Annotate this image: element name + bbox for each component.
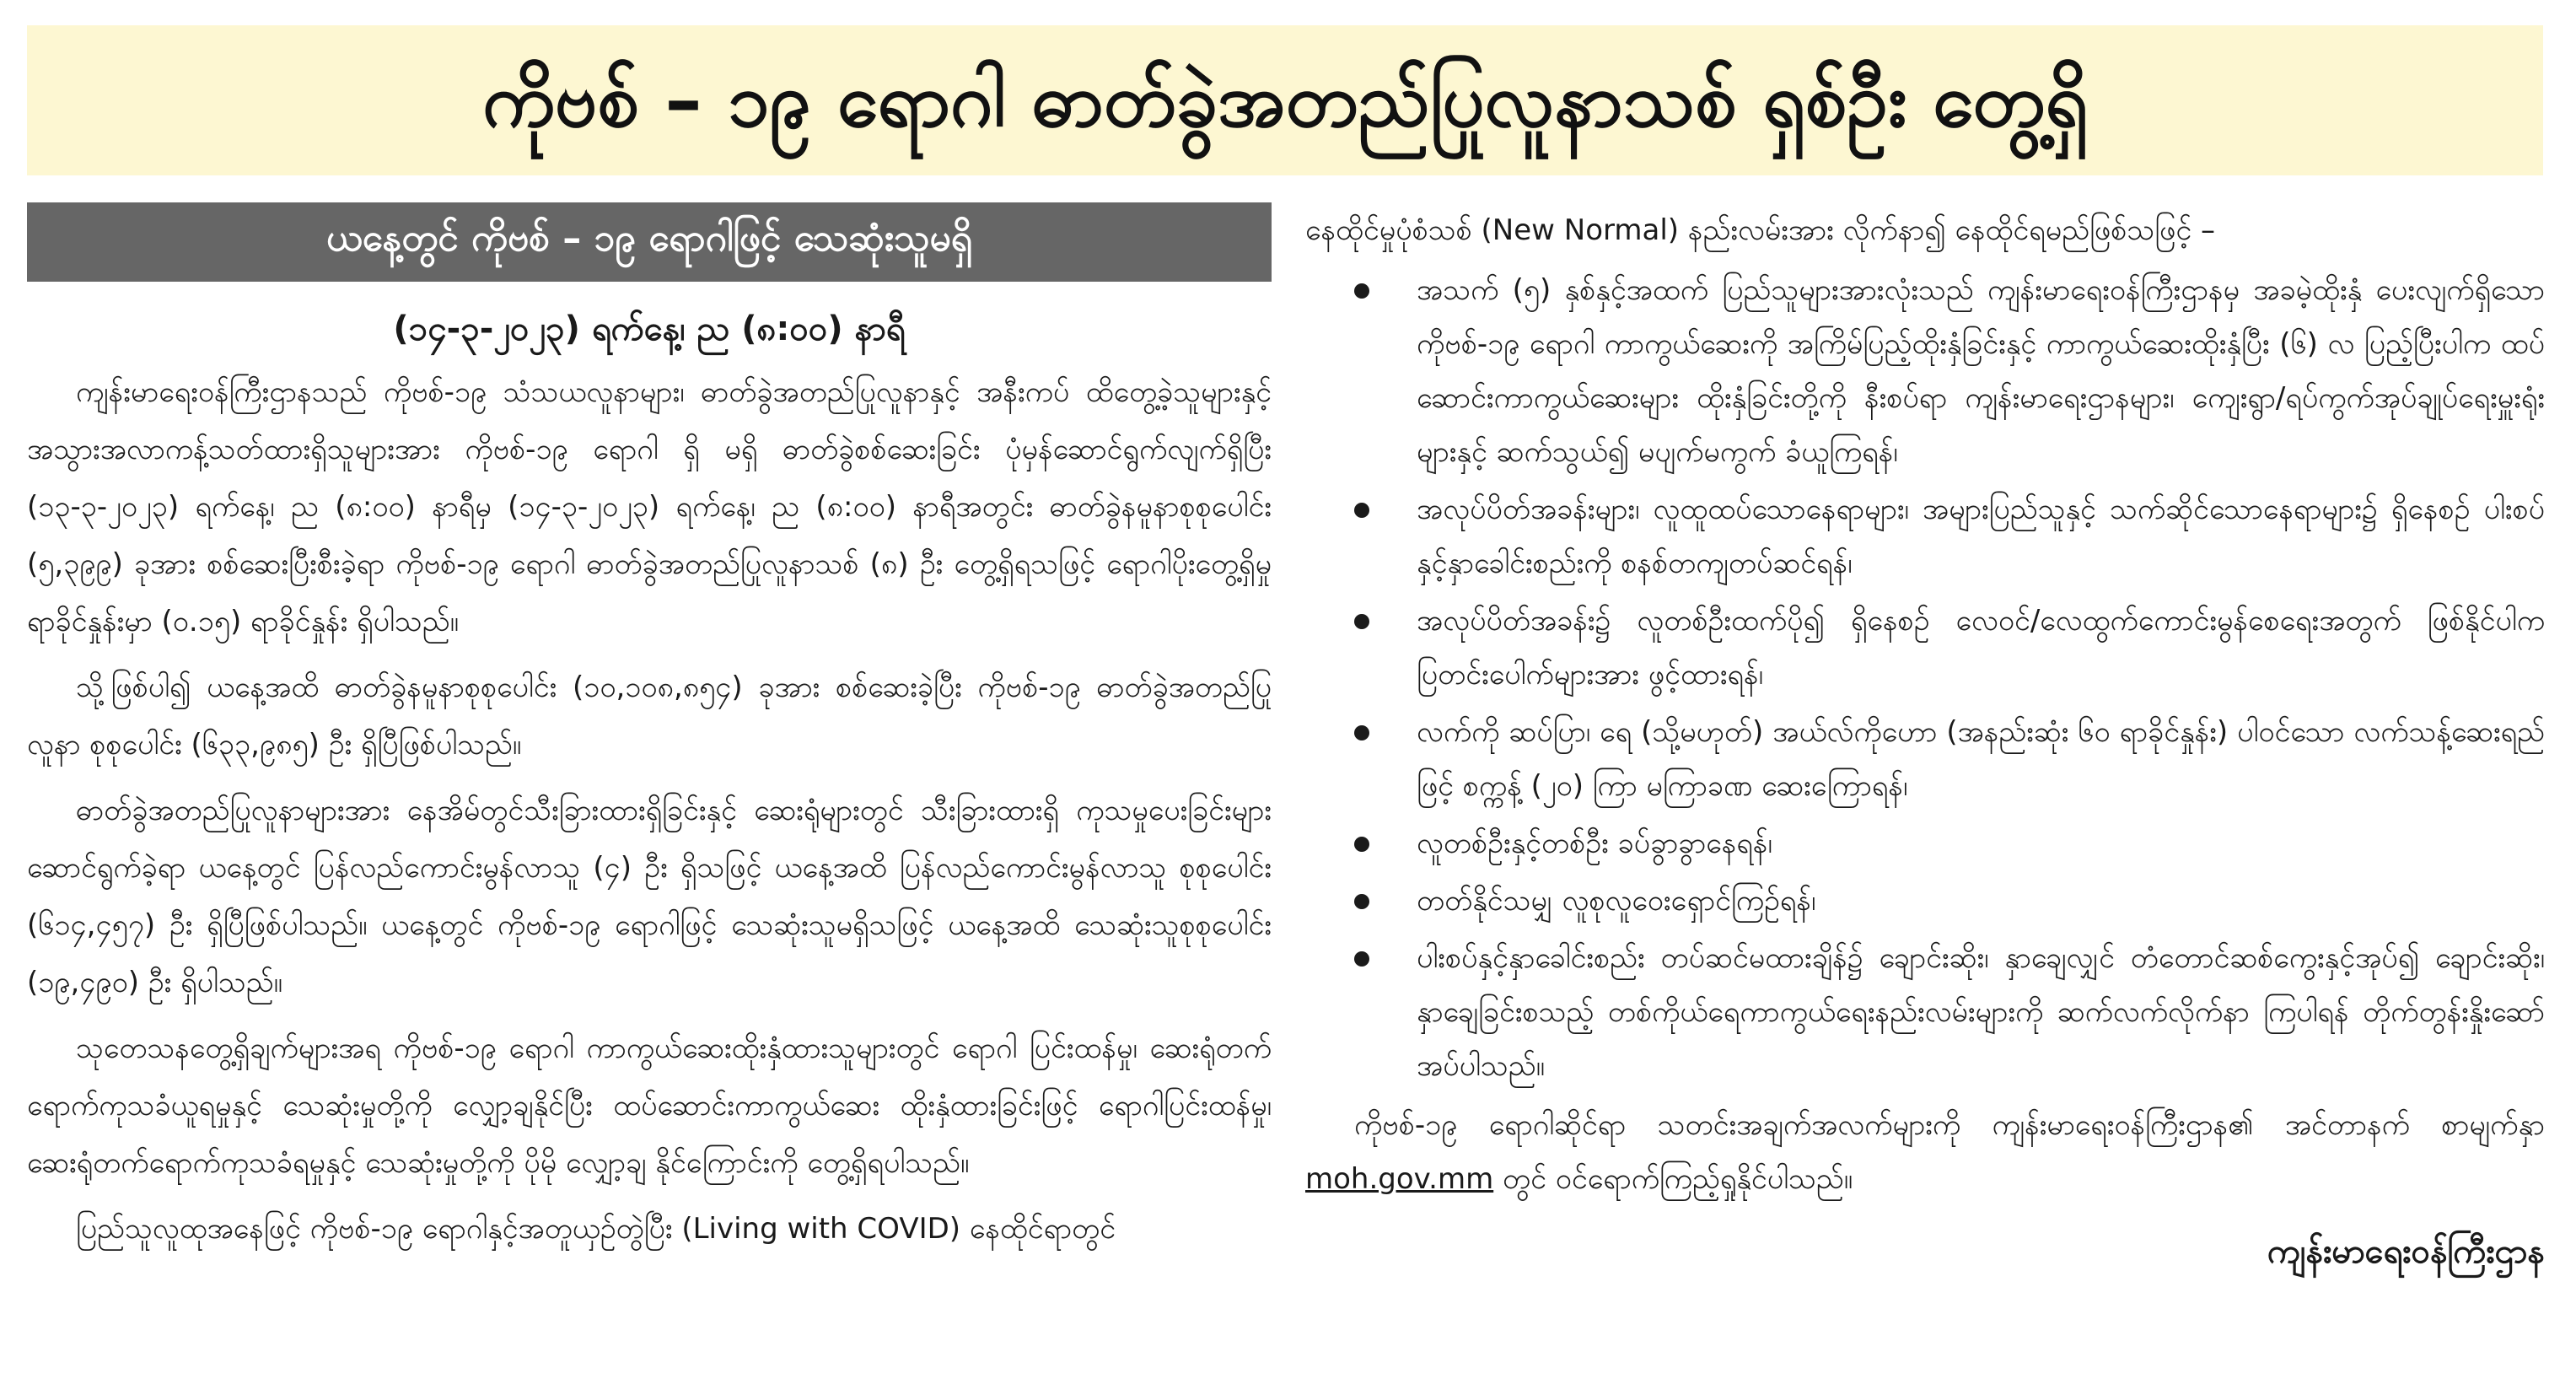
bullet-icon	[1354, 837, 1369, 852]
paragraph-testing: ကျန်းမာရေးဝန်ကြီးဌာနသည် ကိုဗစ်-၁၉ သံသယလူနာများ၊ ဓာတ်ခွဲအတည်ပြုလူနာနှင့် အနီးကပ် ထိတွေ့ခဲ့သူများနှင့် အသွားအလာကန့်သတ်ထားရှိသူများအား ကိုဗစ်-၁၉ ရောဂါ ရှိ မရှိ ဓာတ်ခွဲစစ်ဆေးခြင်း ပုံမှန်ဆောင်ရွက်လျက်ရှိပြီး (၁၃-၃-၂၀၂၃) ရက်နေ့၊ ည (၈:၀၀) နာရီမှ (၁၄-၃-၂၀၂၃) ရက်နေ့၊ ည (၈:၀၀) နာရီအတွင်း ဓာတ်ခွဲနမူနာစုစုပေါင်း (၅,၃၉၉) ခုအား စစ်ဆေးပြီးစီးခဲ့ရာ ကိုဗစ်-၁၉ ရောဂါ ဓာတ်ခွဲအတည်ပြုလူနာသစ် (၈) ဦး တွေ့ရှိရသဖြင့် ရောဂါပိုးတွေ့ရှိမှု ရာခိုင်နှုန်းမှာ (၀.၁၅) ရာခိုင်နှုန်း ရှိပါသည်။	[27, 375, 1272, 638]
list-item	[1305, 594, 2545, 702]
list-item	[1305, 874, 2545, 928]
guidance-list	[1305, 263, 2545, 1093]
signature: ကျန်းမာရေးဝန်ကြီးဌာန	[2267, 1232, 2545, 1271]
headline: ကိုဗစ် – ၁၉ ရောဂါ ဓာတ်ခွဲအတည်ပြုလူနာသစ် ရှစ်ဦး တွေ့ရှိ	[481, 56, 2089, 143]
left-column	[27, 202, 1272, 1257]
list-item-text: အသက် (၅) နှစ်နှင့်အထက် ပြည်သူများအားလုံးသည် ကျန်းမာရေးဝန်ကြီးဌာနမှ အခမဲ့ထိုးနှံ ပေးလျက်ရှိသော ကိုဗစ်-၁၉ ရောဂါ ကာကွယ်ဆေးကို အကြိမ်ပြည့်ထိုးနှံခြင်းနှင့် ကာကွယ်ဆေးထိုးနှံပြီး (၆) လ ပြည့်ပြီးပါက ထပ်ဆောင်းကာကွယ်ဆေးများ ထိုးနှံခြင်းတို့ကို နီးစပ်ရာ ကျန်းမာရေးဌာနများ၊ ကျေးရွာ/ရပ်ကွက်အုပ်ချုပ်ရေးမှူးရုံးများနှင့် ဆက်သွယ်၍ မပျက်မကွက် ခံယူကြရန်၊	[1417, 273, 2545, 469]
list-item	[1305, 816, 2545, 870]
list-item-text: တတ်နိုင်သမျှ လူစုလူဝေးရှောင်ကြဉ်ရန်၊	[1417, 884, 1816, 918]
list-item-text: လက်ကို ဆပ်ပြာ၊ ရေ (သို့မဟုတ်) အယ်လ်ကိုဟော (အနည်းဆုံး ၆၀ ရာခိုင်နှုန်း) ပါဝင်သော လက်သန့်ဆေးရည်ဖြင့် စက္ကန့် (၂၀) ကြာ မကြာခဏ ဆေးကြောရန်၊	[1417, 715, 2545, 803]
list-item	[1305, 482, 2545, 590]
list-item	[1305, 931, 2545, 1093]
closing-paragraph	[1305, 1098, 2545, 1206]
closing-text-end: တွင် ဝင်ရောက်ကြည့်ရှုနိုင်ပါသည်။	[1493, 1162, 1853, 1196]
list-item-text: အလုပ်ပိတ်အခန်း၌ လူတစ်ဦးထက်ပို၍ ရှိနေစဉ် လေဝင်/လေထွက်ကောင်းမွန်စေရေးအတွက် ဖြစ်နိုင်ပါက ပြတင်းပေါက်များအား ဖွင့်ထားရန်၊	[1417, 604, 2545, 692]
new-normal-intro: နေထိုင်မှုပုံစံသစ် (New Normal) နည်းလမ်းအား လိုက်နာ၍ နေထိုင်ရမည်ဖြစ်သဖြင့် –	[1305, 213, 2216, 247]
bullet-icon	[1354, 503, 1369, 518]
list-item	[1305, 263, 2545, 479]
list-item-text: အလုပ်ပိတ်အခန်းများ၊ လူထူထပ်သောနေရာများ၊ အများပြည်သူနှင့် သက်ဆိုင်သောနေရာများ၌ ရှိနေစဉ် ပါးစပ်နှင့်နှာခေါင်းစည်းကို စနစ်တကျတပ်ဆင်ရန်၊	[1417, 493, 2545, 580]
section-banner: ယနေ့တွင် ကိုဗစ် – ၁၉ ရောဂါဖြင့် သေဆုံးသူမရှိ	[27, 202, 1272, 282]
list-item-text: လူတစ်ဦးနှင့်တစ်ဦး ခပ်ခွာခွာနေရန်၊	[1417, 827, 1772, 860]
paragraph-totals: သို့ဖြစ်ပါ၍ ယနေ့အထိ ဓာတ်ခွဲနမူနာစုစုပေါင်း (၁၀,၁၀၈,၈၅၄) ခုအား စစ်ဆေးခဲ့ပြီး ကိုဗစ်-၁၉ ဓာတ်ခွဲအတည်ပြုလူနာ စုစုပေါင်း (၆၃၃,၉၈၅) ဦး ရှိပြီဖြစ်ပါသည်။	[27, 670, 1272, 762]
list-item	[1305, 705, 2545, 813]
dateline: (၁၄-၃-၂၀၂၃) ရက်နေ့၊ ည (၈:၀၀) နာရီ	[393, 310, 906, 348]
list-item-text: ပါးစပ်နှင့်နှာခေါင်းစည်း တပ်ဆင်မထားချိန်၌ ချောင်းဆိုး၊ နှာချေလျှင် တံတောင်ဆစ်ကွေးနှင့်အုပ်၍ ချောင်းဆိုး၊ နှာချေခြင်းစသည့် တစ်ကိုယ်ရေကာကွယ်ရေးနည်းလမ်းများကို ဆက်လက်လိုက်နာ ကြပါရန် တိုက်တွန်းနှိုးဆော်အပ်ပါသည်။	[1417, 941, 2545, 1083]
closing-text-start: ကိုဗစ်-၁၉ ရောဂါဆိုင်ရာ သတင်းအချက်အလက်များကို ကျန်းမာရေးဝန်ကြီးဌာန၏ အင်တာနက် စာမျက်နှာ	[1354, 1108, 2545, 1142]
paragraph-living-with-covid: ပြည်သူလူထုအနေဖြင့် ကိုဗစ်-၁၉ ရောဂါနှင့်အတူယှဉ်တွဲပြီး (Living with COVID) နေထိုင်ရာတွင်	[76, 1212, 1116, 1246]
bullet-icon	[1354, 614, 1369, 629]
headline-band	[27, 25, 2543, 175]
bullet-icon	[1354, 725, 1369, 740]
bullet-icon	[1354, 894, 1369, 909]
bullet-icon	[1354, 283, 1369, 299]
bullet-icon	[1354, 951, 1369, 967]
right-column	[1305, 202, 2545, 1279]
website-link[interactable]: moh.gov.mm	[1305, 1162, 1494, 1196]
paragraph-recovered: ဓာတ်ခွဲအတည်ပြုလူနာများအား နေအိမ်တွင်သီးခြားထားရှိခြင်းနှင့် ဆေးရုံများတွင် သီးခြားထားရှိ ကုသမှုပေးခြင်းများ ဆောင်ရွက်ခဲ့ရာ ယနေ့တွင် ပြန်လည်ကောင်းမွန်လာသူ (၄) ဦး ရှိသဖြင့် ယနေ့အထိ ပြန်လည်ကောင်းမွန်လာသူ စုစုပေါင်း (၆၁၄,၄၅၇) ဦး ရှိပြီဖြစ်ပါသည်။ ယနေ့တွင် ကိုဗစ်-၁၉ ရောဂါဖြင့် သေဆုံးသူမရှိသဖြင့် ယနေ့အထိ သေဆုံးသူစုစုပေါင်း (၁၉,၄၉၀) ဦး ရှိပါသည်။	[27, 794, 1272, 999]
paragraph-research: သုတေသနတွေ့ရှိချက်များအရ ကိုဗစ်-၁၉ ရောဂါ ကာကွယ်ဆေးထိုးနှံထားသူများတွင် ရောဂါ ပြင်းထန်မှု၊ ဆေးရုံတက်ရောက်ကုသခံယူရမှုနှင့် သေဆုံးမှုတို့ကို လျှော့ချနိုင်ပြီး ထပ်ဆောင်းကာကွယ်ဆေး ထိုးနှံထားခြင်းဖြင့် ရောဂါပြင်းထန်မှု၊ ဆေးရုံတက်ရောက်ကုသခံရမှုနှင့် သေဆုံးမှုတို့ကို ပိုမို လျှော့ချ နိုင်ကြောင်းကို တွေ့ရှိရပါသည်။	[27, 1031, 1272, 1180]
